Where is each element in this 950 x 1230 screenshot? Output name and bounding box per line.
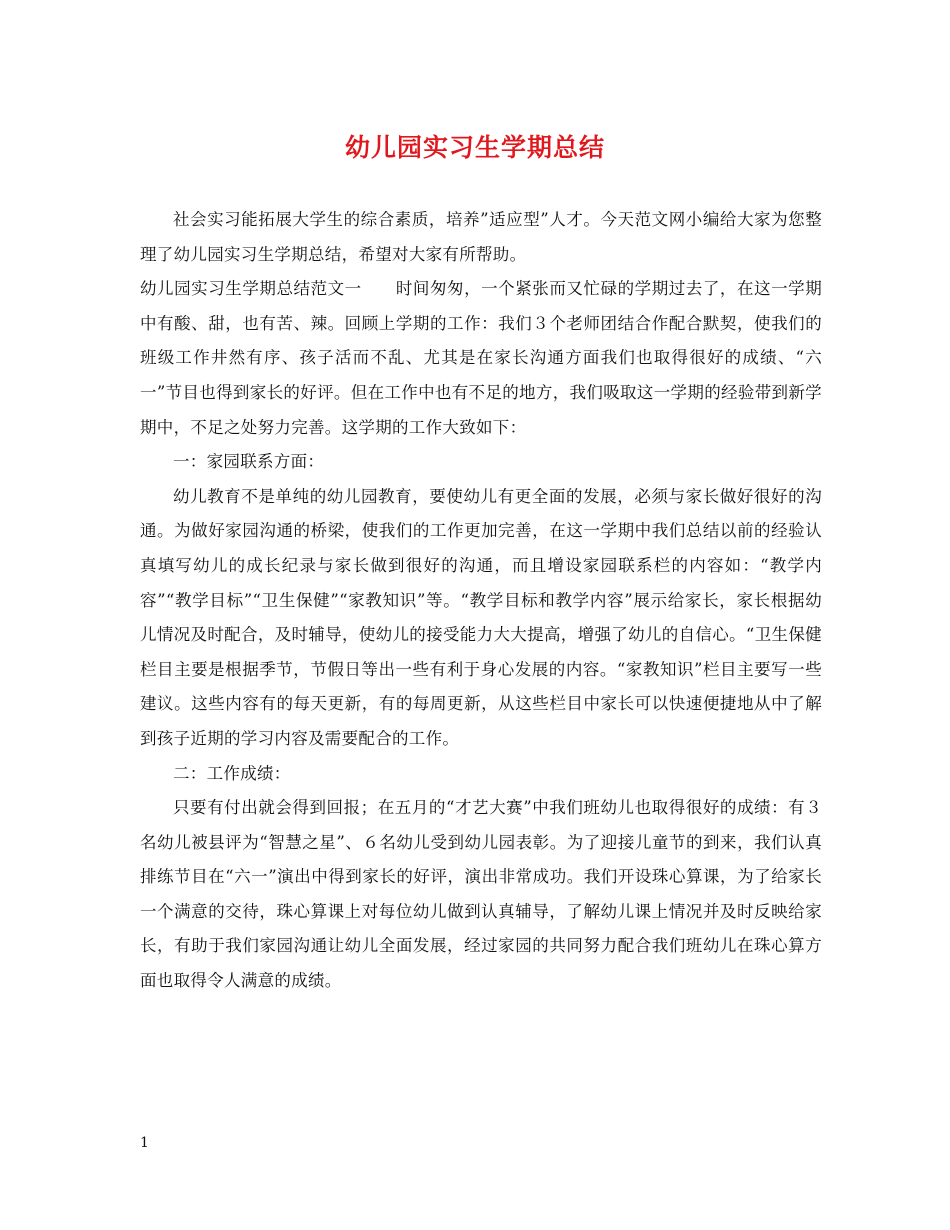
paragraph-intro: 社会实习能拓展大学生的综合素质，培养”适应型”人才。今天范文网小编给大家为您整理了幼儿园实习生学期总结，希望对大家有所帮助。 — [140, 210, 822, 264]
section-heading-home-school-contact: 一：家园联系方面： — [173, 452, 325, 472]
section-heading-work-achievements: 二：工作成绩： — [173, 763, 291, 783]
document-title: 幼儿园实习生学期总结 — [344, 133, 605, 162]
paragraph-home-school-contact: 幼儿教育不是单纯的幼儿园教育，要使幼儿有更全面的发展，必须与家长做好很好的沟通。为做好家园沟通的桥梁，使我们的工作更加完善，在这一学期中我们总结以前的经验认真填写幼儿的成长纪录与家长做到很好的沟通，而且增设家园联系栏的内容如：“教学内容”“教学目标”“卫生保健”“家教知识”等。“教学目标和教学内容”展示给家长，家长根据幼儿情况及时配合，及时辅导，使幼儿的接受能力大大提高，增强了幼儿的自信心。“卫生保健栏目主要是根据季节，节假日等出一些有利于身心发展的内容。“家教知识”栏目主要写一些建议。这些内容有的每天更新，有的每周更新，从这些栏目中家长可以快速便捷地从中了解到孩子近期的学习内容及需要配合的工作。 — [140, 486, 822, 748]
paragraph-sample-one: 幼儿园实习生学期总结范文一 时间匆匆，一个紧张而又忙碌的学期过去了，在这一学期中有酸、甜，也有苦、辣。回顾上学期的工作：我们３个老师团结合作配合默契，使我们的班级工作井然有序、孩子活而不乱、尤其是在家长沟通方面我们也取得很好的成绩、“六一”节目也得到家长的好评。但在工作中也有不足的地方，我们吸取这一学期的经验带到新学期中，不足之处努力完善。这学期的工作大致如下： — [140, 279, 822, 437]
document-body — [140, 203, 822, 999]
paragraph-work-achievements: 只要有付出就会得到回报；在五月的“才艺大赛”中我们班幼儿也取得很好的成绩：有３名幼儿被县评为“智慧之星”、６名幼儿受到幼儿园表彰。为了迎接儿童节的到来，我们认真排练节目在“六一”演出中得到家长的好评，演出非常成功。我们开设珠心算课，为了给家长一个满意的交待，珠心算课上对每位幼儿做到认真辅导，了解幼儿课上情况并及时反映给家长，有助于我们家园沟通让幼儿全面发展，经过家园的共同努力配合我们班幼儿在珠心算方面也取得令人满意的成绩。 — [140, 798, 822, 991]
page-number: 1 — [140, 1135, 149, 1151]
